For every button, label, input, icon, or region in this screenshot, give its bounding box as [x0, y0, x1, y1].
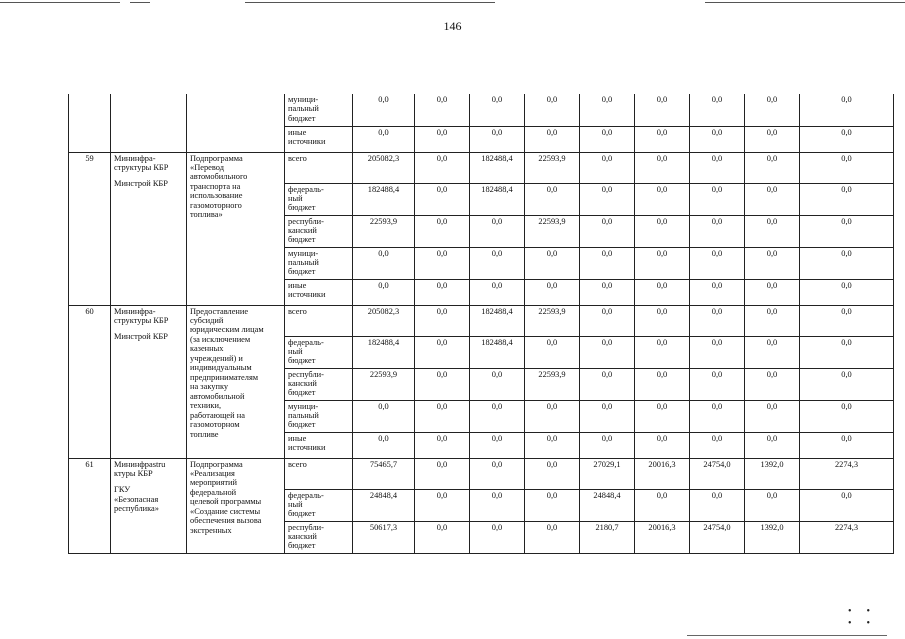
cell-value: 0,0: [580, 126, 635, 152]
cell-description: Предоставление субсидий юридическим лицам (за исключением казенных учреждений) и индивидуальным предпринимателям на закупку автомобильной техники, работающей на газомоторном топливе: [187, 305, 285, 458]
cell-value: 0,0: [525, 432, 580, 458]
cell-value: 0,0: [690, 432, 745, 458]
cell-value: 0,0: [580, 215, 635, 247]
cell-executor: [111, 94, 187, 152]
cell-value: 0,0: [635, 215, 690, 247]
cell-value: 0,0: [635, 305, 690, 336]
cell-value: 182488,4: [353, 336, 415, 368]
cell-value: 0,0: [580, 94, 635, 126]
cell-value: 182488,4: [470, 305, 525, 336]
cell-value: 0,0: [690, 400, 745, 432]
cell-number: 61: [69, 458, 111, 553]
spacer: [114, 325, 183, 332]
cell-value: 0,0: [800, 489, 894, 521]
cell-funding-source: муници- пальный бюджет: [285, 94, 353, 126]
cell-value: 0,0: [745, 215, 800, 247]
cell-funding-source: федераль- ный бюджет: [285, 489, 353, 521]
cell-value: 24754,0: [690, 458, 745, 489]
cell-value: 0,0: [745, 247, 800, 279]
cell-value: 0,0: [470, 521, 525, 553]
cell-value: 0,0: [415, 489, 470, 521]
table-row: [69, 152, 894, 183]
scan-edge-line: [130, 2, 150, 3]
scan-marks: • •: [848, 618, 871, 629]
cell-value: 0,0: [800, 94, 894, 126]
scan-edge-line: [0, 2, 120, 3]
cell-funding-source: республи- канский бюджет: [285, 215, 353, 247]
cell-value: 22593,9: [525, 305, 580, 336]
cell-value: 0,0: [353, 400, 415, 432]
cell-value: 0,0: [690, 489, 745, 521]
cell-value: 0,0: [690, 94, 745, 126]
cell-value: 0,0: [580, 305, 635, 336]
cell-value: 0,0: [353, 247, 415, 279]
cell-value: 0,0: [353, 126, 415, 152]
cell-value: 0,0: [635, 126, 690, 152]
cell-value: 0,0: [470, 215, 525, 247]
cell-executor-secondary: Минстрой КБР: [114, 179, 168, 189]
cell-value: 0,0: [470, 247, 525, 279]
cell-value: 0,0: [635, 432, 690, 458]
cell-executor-secondary: ГКУ «Безопасная республика»: [114, 485, 159, 514]
scan-edge-line: [245, 2, 495, 3]
cell-value: 0,0: [745, 432, 800, 458]
cell-value: 0,0: [690, 247, 745, 279]
cell-value: 0,0: [800, 368, 894, 400]
cell-value: 0,0: [635, 368, 690, 400]
cell-value: 0,0: [580, 400, 635, 432]
cell-value: 24848,4: [580, 489, 635, 521]
cell-value: 0,0: [353, 94, 415, 126]
cell-value: 0,0: [470, 400, 525, 432]
cell-value: 20016,3: [635, 458, 690, 489]
cell-funding-source: иные источники: [285, 432, 353, 458]
table-row: [69, 305, 894, 336]
cell-value: 0,0: [415, 94, 470, 126]
cell-value: 182488,4: [470, 152, 525, 183]
cell-value: 205082,3: [353, 305, 415, 336]
cell-number: 60: [69, 305, 111, 458]
cell-value: 0,0: [525, 400, 580, 432]
cell-executor: Мининфраstru ктуры КБР ГКУ «Безопасная республика»: [111, 458, 187, 553]
cell-value: 0,0: [800, 247, 894, 279]
cell-value: 0,0: [800, 215, 894, 247]
cell-value: 2180,7: [580, 521, 635, 553]
cell-funding-source: муници- пальный бюджет: [285, 400, 353, 432]
spacer: [114, 172, 183, 179]
cell-value: 27029,1: [580, 458, 635, 489]
cell-value: 0,0: [635, 279, 690, 305]
cell-value: 0,0: [635, 94, 690, 126]
cell-value: 24848,4: [353, 489, 415, 521]
cell-value: 22593,9: [525, 152, 580, 183]
cell-value: 2274,3: [800, 458, 894, 489]
cell-value: 0,0: [800, 400, 894, 432]
cell-value: 0,0: [745, 368, 800, 400]
cell-value: 182488,4: [353, 183, 415, 215]
cell-funding-source: всего: [285, 458, 353, 489]
cell-value: 0,0: [635, 183, 690, 215]
cell-value: 0,0: [415, 152, 470, 183]
cell-description: [187, 94, 285, 152]
cell-value: 182488,4: [470, 336, 525, 368]
cell-value: 0,0: [800, 183, 894, 215]
cell-value: 0,0: [415, 458, 470, 489]
cell-value: 0,0: [525, 336, 580, 368]
cell-funding-source: всего: [285, 152, 353, 183]
cell-value: 0,0: [635, 336, 690, 368]
cell-value: 0,0: [470, 368, 525, 400]
cell-value: 0,0: [690, 126, 745, 152]
cell-value: 0,0: [635, 152, 690, 183]
cell-value: 0,0: [415, 336, 470, 368]
cell-executor: Мининфра- структуры КБР Минстрой КБР: [111, 305, 187, 458]
cell-description: Подпрограмма «Перевод автомобильного транспорта на использование газомоторного топлива»: [187, 152, 285, 305]
cell-value: 0,0: [745, 183, 800, 215]
table-body: [69, 94, 894, 553]
cell-value: 0,0: [635, 247, 690, 279]
cell-value: 0,0: [690, 336, 745, 368]
cell-value: 0,0: [580, 152, 635, 183]
cell-value: 0,0: [800, 336, 894, 368]
cell-value: 20016,3: [635, 521, 690, 553]
cell-value: 0,0: [415, 183, 470, 215]
cell-value: 0,0: [745, 279, 800, 305]
cell-value: 1392,0: [745, 458, 800, 489]
cell-value: 0,0: [415, 521, 470, 553]
cell-number: [69, 94, 111, 152]
cell-funding-source: республи- канский бюджет: [285, 368, 353, 400]
cell-value: 22593,9: [353, 368, 415, 400]
cell-executor: Мининфра- структуры КБР Минстрой КБР: [111, 152, 187, 305]
cell-value: 0,0: [525, 126, 580, 152]
cell-value: 75465,7: [353, 458, 415, 489]
cell-description: Подпрограмма «Реализация мероприятий федеральной целевой программы «Создание системы обеспечения вызова экстренных: [187, 458, 285, 553]
cell-value: 0,0: [745, 152, 800, 183]
cell-value: 22593,9: [353, 215, 415, 247]
cell-value: 0,0: [470, 489, 525, 521]
table-row: [69, 94, 894, 126]
cell-funding-source: федераль- ный бюджет: [285, 183, 353, 215]
cell-value: 0,0: [745, 126, 800, 152]
cell-value: 50617,3: [353, 521, 415, 553]
cell-value: 0,0: [800, 152, 894, 183]
cell-value: 22593,9: [525, 368, 580, 400]
cell-funding-source: иные источники: [285, 126, 353, 152]
cell-value: 0,0: [415, 400, 470, 432]
cell-value: 182488,4: [470, 183, 525, 215]
scan-marks: • •: [848, 606, 871, 617]
cell-value: 0,0: [470, 126, 525, 152]
cell-value: 0,0: [525, 458, 580, 489]
cell-value: 0,0: [470, 279, 525, 305]
cell-value: 0,0: [800, 305, 894, 336]
page-number: 146: [443, 19, 462, 33]
cell-value: 0,0: [690, 152, 745, 183]
cell-value: 0,0: [525, 521, 580, 553]
cell-funding-source: муници- пальный бюджет: [285, 247, 353, 279]
cell-value: 0,0: [690, 183, 745, 215]
cell-value: 0,0: [745, 94, 800, 126]
cell-value: 24754,0: [690, 521, 745, 553]
cell-funding-source: всего: [285, 305, 353, 336]
cell-value: 1392,0: [745, 521, 800, 553]
cell-value: 0,0: [690, 305, 745, 336]
cell-value: 0,0: [525, 94, 580, 126]
cell-value: 0,0: [415, 368, 470, 400]
spacer: [114, 478, 183, 485]
cell-value: 0,0: [800, 279, 894, 305]
cell-value: 0,0: [690, 279, 745, 305]
cell-value: 0,0: [353, 432, 415, 458]
cell-value: 0,0: [580, 368, 635, 400]
cell-value: 0,0: [745, 336, 800, 368]
cell-value: 0,0: [415, 247, 470, 279]
cell-executor-secondary: Минстрой КБР: [114, 332, 168, 342]
cell-funding-source: республи- канский бюджет: [285, 521, 353, 553]
cell-value: 0,0: [525, 247, 580, 279]
cell-funding-source: иные источники: [285, 279, 353, 305]
cell-value: 22593,9: [525, 215, 580, 247]
cell-value: 0,0: [525, 183, 580, 215]
cell-number: 59: [69, 152, 111, 305]
scan-edge-line: [687, 635, 887, 636]
cell-value: 0,0: [745, 489, 800, 521]
cell-value: 0,0: [635, 489, 690, 521]
cell-value: 0,0: [745, 305, 800, 336]
cell-value: 2274,3: [800, 521, 894, 553]
cell-value: 0,0: [525, 489, 580, 521]
cell-value: 0,0: [690, 368, 745, 400]
cell-value: 0,0: [415, 432, 470, 458]
table-row: [69, 458, 894, 489]
budget-table: [68, 94, 894, 554]
cell-value: 0,0: [580, 336, 635, 368]
cell-value: 0,0: [580, 279, 635, 305]
cell-value: 0,0: [353, 279, 415, 305]
cell-value: 0,0: [415, 215, 470, 247]
cell-value: 0,0: [580, 183, 635, 215]
cell-value: 0,0: [580, 247, 635, 279]
cell-value: 0,0: [635, 400, 690, 432]
cell-value: 0,0: [580, 432, 635, 458]
cell-value: 0,0: [690, 215, 745, 247]
cell-value: 0,0: [415, 305, 470, 336]
cell-value: 0,0: [745, 400, 800, 432]
scan-edge-line: [705, 2, 905, 3]
cell-value: 0,0: [800, 126, 894, 152]
cell-value: 0,0: [800, 432, 894, 458]
cell-value: 0,0: [470, 432, 525, 458]
cell-value: 205082,3: [353, 152, 415, 183]
cell-value: 0,0: [470, 458, 525, 489]
cell-value: 0,0: [415, 279, 470, 305]
cell-value: 0,0: [470, 94, 525, 126]
cell-value: 0,0: [525, 279, 580, 305]
cell-funding-source: федераль- ный бюджет: [285, 336, 353, 368]
cell-value: 0,0: [415, 126, 470, 152]
